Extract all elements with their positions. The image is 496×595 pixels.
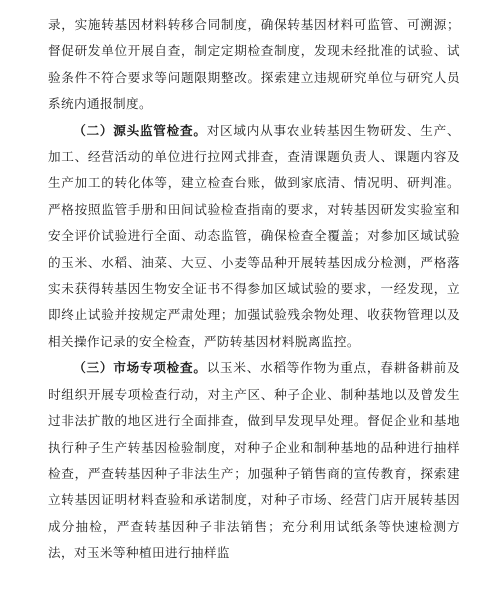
paragraph-source-supervision (48, 118, 460, 356)
paragraph-market-inspection (48, 355, 460, 566)
paragraph-text: 录，实施转基因材料转移合同制度，确保转基因材料可监管、可溯源；督促研发单位开展自查，制定定期检查制度，发现未经批准的试验、试验条件不符合要求等问题限期整改。探索建立违规研究单位与研究人员系统内通报制度。 (48, 17, 460, 112)
paragraph-text: 对区域内从事农业转基因生物研发、生产、加工、经营活动的单位进行拉网式排查，查清课题负责人、课题内容及生产加工的转化体等，建立检查台账，做到家底清、情况明、研判准。严格按照监管手册和田间试验检查指南的要求，对转基因研发实验室和安全评价试验进行全面、动态监管，确保检查全覆盖；对参加区域试验的玉米、水稻、油菜、大豆、小麦等品种开展转基因成分检测，严格落实未获得转基因生物安全证书不得参加区域试验的要求，一经发现，立即终止试验并按规定严肃处理；加强试验残余物处理、收获物管理以及相关操作记录的安全检查，严防转基因材料脱离监控。 (48, 122, 461, 349)
section-heading: （二）源头监管检查。 (73, 122, 207, 138)
paragraph-text: 以玉米、水稻等作物为重点，春耕备耕前及时组织开展专项检查行动，对主产区、种子企业、制种基地以及曾发生过非法扩散的地区进行全面排查，做到早发现早处理。督促企业和基地执行种子生产转基因检验制度，对种子企业和制种基地的品种进行抽样检查，严查转基因种子非法生产；加强种子销售商的宣传教育，探索建立转基因证明材料查验和承诺制度，对种子市场、经营门店开展转基因成分抽检，严查转基因种子非法销售；充分利用试纸条等快速检测方法，对玉米等种植田进行抽样监 (48, 360, 461, 561)
section-heading: （三）市场专项检查。 (73, 360, 207, 376)
paragraph-continuation (48, 12, 460, 118)
